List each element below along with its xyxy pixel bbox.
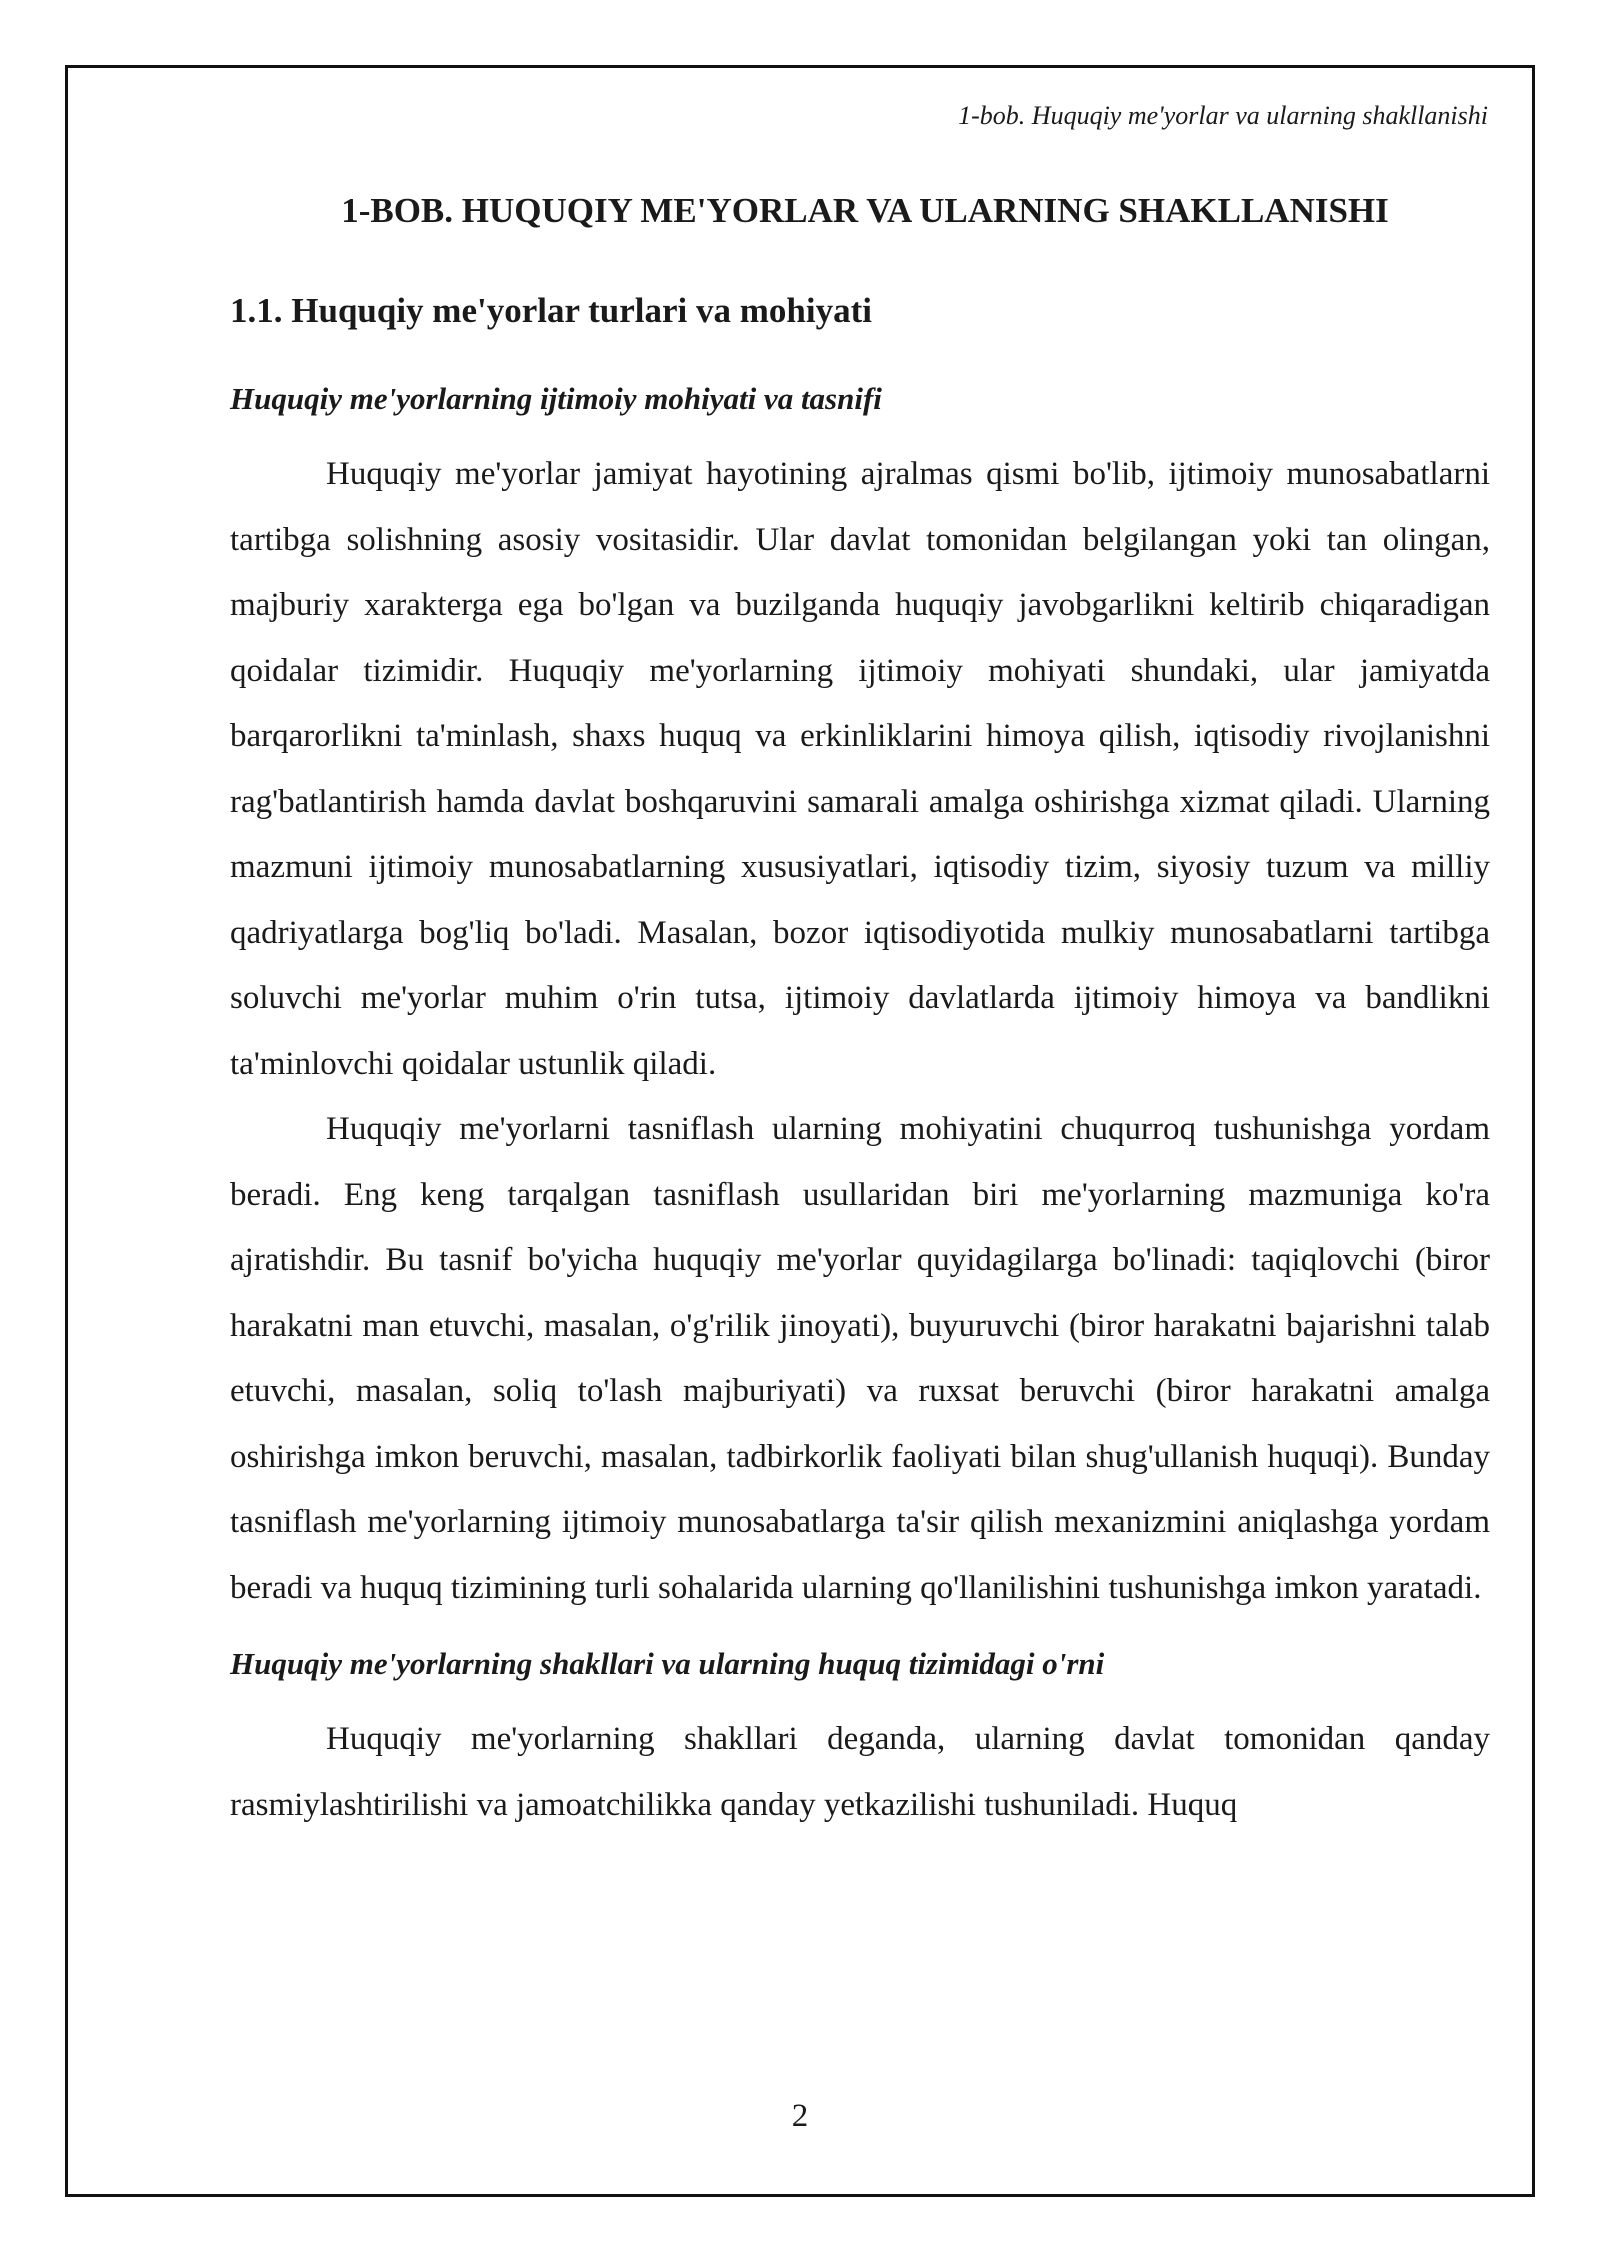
chapter-title: 1-BOB. HUQUQIY ME'YORLAR VA ULARNING SHAKLLANISHI [341,191,1389,230]
subsection-title-social-essence: Huquqiy me'yorlarning ijtimoiy mohiyati va tasnifi [230,381,882,416]
paragraph-forms: Huquqiy me'yorlarning shakllari deganda, ularning davlat tomonidan qanday rasmiylashtirilishi va jamoatchilikka qanday yetkazilishi tushuniladi. Huquq [230,1721,1490,1823]
page-content [230,186,1490,1838]
paragraph-social-essence: Huquqiy me'yorlar jamiyat hayotining ajralmas qismi bo'lib, ijtimoiy munosabatlarni tartibga solishning asosiy vositasidir. Ular davlat tomonidan belgilangan yoki tan olingan, majburiy xarakterga ega bo'lgan va buzilganda huquqiy javobgarlikni keltirib chiqaradigan qoidalar tizimidir. Huquqiy me'yorlarning ijtimoiy mohiyati shundaki, ular jamiyatda barqarorlikni ta'minlash, shaxs huquq va erkinliklarini himoya qilish, iqtisodiy rivojlanishni rag'batlantirish hamda davlat boshqaruvini samarali amalga oshirishga xizmat qiladi. Ularning mazmuni ijtimoiy munosabatlarning xususiyatlari, iqtisodiy tizim, siyosiy tuzum va milliy qadriyatlarga bog'liq bo'ladi. Masalan, bozor iqtisodiyotida mulkiy munosabatlarni tartibga soluvchi me'yorlar muhim o'rin tutsa, ijtimoiy davlatlarda ijtimoiy himoya va bandlikni ta'minlovchi qoidalar ustunlik qiladi. [230,456,1490,1082]
section-title: 1.1. Huquqiy me'yorlar turlari va mohiyati [230,291,872,330]
paragraph-classification: Huquqiy me'yorlarni tasniflash ularning mohiyatini chuqurroq tushunishga yordam beradi. Eng keng tarqalgan tasniflash usullaridan biri me'yorlarning mazmuniga ko'ra ajratishdir. Bu tasnif bo'yicha huquqiy me'yorlar quyidagilarga bo'linadi: taqiqlovchi (biror harakatni man etuvchi, masalan, o'g'rilik jinoyati), buyuruvchi (biror harakatni bajarishni talab etuvchi, masalan, soliq to'lash majburiyati) va ruxsat beruvchi (biror harakatni amalga oshirishga imkon beruvchi, masalan, tadbirkorlik faoliyati bilan shug'ullanish huquqi). Bunday tasniflash me'yorlarning ijtimoiy munosabatlarga ta'sir qilish mexanizmini aniqlashga yordam beradi va huquq tizimining turli sohalarida ularning qo'llanilishini tushunishga imkon yaratadi. [230,1111,1490,1606]
running-header: 1-bob. Huquqiy me'yorlar va ularning shakllanishi [958,101,1488,130]
page-number: 2 [791,2098,809,2134]
subsection-title-forms: Huquqiy me'yorlarning shakllari va ularning huquq tizimidagi o'rni [230,1646,1105,1681]
